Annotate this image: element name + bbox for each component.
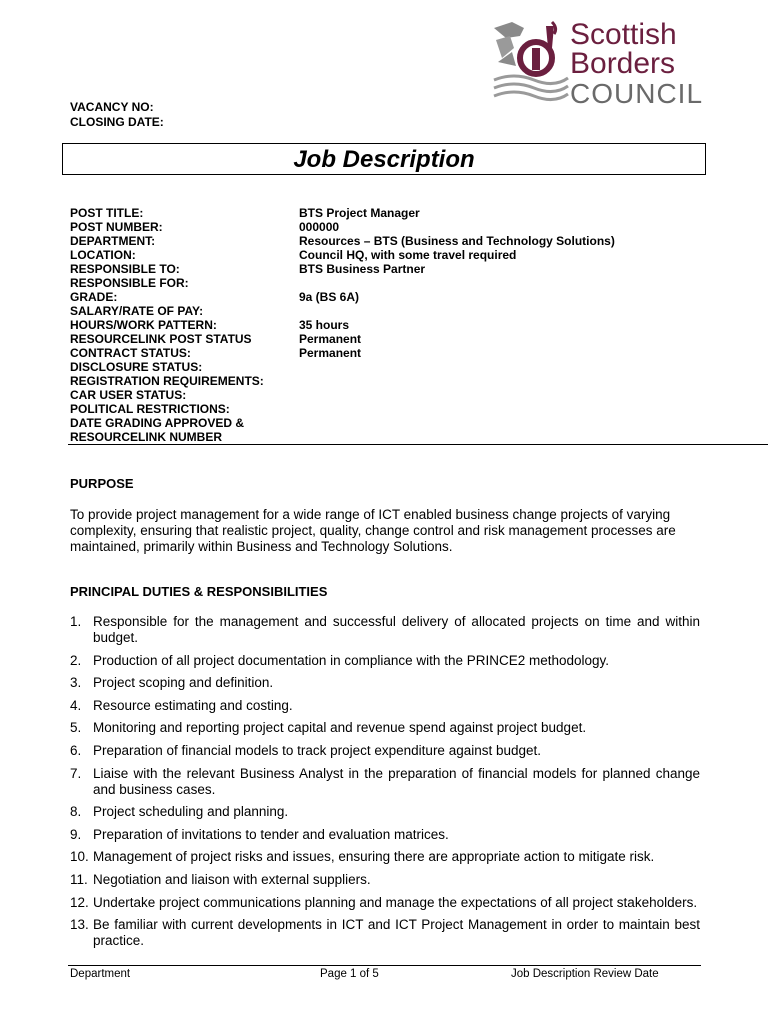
- detail-label: DEPARTMENT:: [70, 234, 156, 248]
- council-logo: [490, 18, 705, 108]
- duty-number: 6.: [70, 742, 82, 758]
- duty-number: 8.: [70, 804, 82, 820]
- footer-department: Department: [70, 968, 131, 980]
- footer-page-number: Page 1 of 5: [320, 968, 379, 980]
- detail-label: CAR USER STATUS:: [70, 388, 187, 402]
- detail-label: RESPONSIBLE FOR:: [70, 276, 189, 290]
- detail-label: POST NUMBER:: [70, 220, 163, 234]
- duty-number: 2.: [70, 652, 82, 668]
- duty-text: Production of all project documentation in compliance with the PRINCE2 methodology.: [93, 652, 610, 668]
- title-box: [62, 143, 706, 175]
- detail-label: GRADE:: [70, 290, 118, 304]
- duty-text: Project scoping and definition.: [93, 675, 274, 691]
- duty-number: 3.: [70, 675, 82, 691]
- duty-number: 4.: [70, 697, 82, 713]
- duty-number: 11.: [70, 871, 88, 887]
- duty-text: Be familiar with current developments in ICT and ICT Project Management in order to maintain best practice.: [93, 917, 700, 949]
- duty-number: 9.: [70, 826, 82, 842]
- duty-item: [70, 743, 700, 759]
- duty-item: [70, 675, 700, 691]
- duty-item: [70, 614, 700, 646]
- duty-number: 10.: [70, 849, 89, 865]
- detail-label: POST TITLE:: [70, 206, 144, 220]
- duties-list: [70, 614, 700, 956]
- duty-item: [70, 698, 700, 714]
- detail-row: [70, 374, 700, 388]
- duty-number: 5.: [70, 720, 82, 736]
- duty-text: Project scheduling and planning.: [93, 804, 289, 820]
- footer-review-date: Job Description Review Date: [511, 968, 659, 980]
- duty-item: [70, 917, 700, 949]
- detail-row: [70, 234, 700, 248]
- detail-label: SALARY/RATE OF PAY:: [70, 304, 204, 318]
- duty-text: Responsible for the management and successful delivery of allocated projects on time and within budget.: [93, 614, 700, 645]
- duty-item: [70, 872, 700, 888]
- detail-row: [70, 220, 700, 234]
- duty-text: Undertake project communications planning and manage the expectations of all project stakeholders.: [93, 894, 698, 910]
- detail-label: LOCATION:: [70, 248, 136, 262]
- detail-row: [70, 206, 700, 220]
- purpose-heading: PURPOSE: [70, 476, 134, 491]
- detail-value: 9a (BS 6A): [299, 290, 360, 304]
- duty-item: [70, 827, 700, 843]
- detail-row: [70, 262, 700, 276]
- closing-date-label: CLOSING DATE:: [70, 115, 164, 129]
- council-emblem-icon: [490, 18, 570, 102]
- section-divider: [68, 444, 768, 445]
- page-title: Job Description: [293, 146, 475, 173]
- purpose-paragraph: To provide project management for a wide range of ICT enabled business change projects of varying complexity, ensuring that realistic project, quality, change control and risk management processes are maintained, primarily within Business and Technology Solutions.: [70, 507, 676, 554]
- detail-label: RESPONSIBLE TO:: [70, 262, 180, 276]
- detail-value: 35 hours: [299, 318, 350, 332]
- detail-label: REGISTRATION REQUIREMENTS:: [70, 374, 264, 388]
- detail-label: HOURS/WORK PATTERN:: [70, 318, 217, 332]
- duty-item: [70, 849, 700, 865]
- duty-text: Preparation of invitations to tender and evaluation matrices.: [93, 826, 449, 842]
- detail-value: Council HQ, with some travel required: [299, 248, 517, 262]
- detail-row: [70, 402, 700, 416]
- logo-text-borders: Borders: [570, 47, 676, 80]
- footer-divider: [68, 965, 701, 966]
- duty-item: [70, 720, 700, 736]
- duty-text: Monitoring and reporting project capital and revenue spend against project budget.: [93, 720, 587, 736]
- duty-number: 13.: [70, 917, 89, 933]
- duty-text: Management of project risks and issues, ensuring there are appropriate action to mitigate risk.: [93, 849, 655, 865]
- detail-label: CONTRACT STATUS:: [70, 346, 191, 360]
- duty-text: Liaise with the relevant Business Analyst in the preparation of financial models for planned change and business cases.: [93, 765, 700, 797]
- detail-label: RESOURCELINK NUMBER: [70, 430, 223, 444]
- detail-value: BTS Project Manager: [299, 206, 420, 220]
- detail-label: RESOURCELINK POST STATUS: [70, 332, 252, 346]
- duties-heading: PRINCIPAL DUTIES & RESPONSIBILITIES: [70, 584, 328, 599]
- detail-row: [70, 360, 700, 374]
- detail-row: [70, 276, 700, 290]
- detail-value: Permanent: [299, 346, 362, 360]
- detail-row: [70, 332, 700, 346]
- logo-text-council: COUNCIL: [570, 78, 704, 109]
- post-details-table: [70, 206, 700, 444]
- detail-label: POLITICAL RESTRICTIONS:: [70, 402, 230, 416]
- detail-label: DISCLOSURE STATUS:: [70, 360, 203, 374]
- duty-item: [70, 653, 700, 669]
- detail-label: DATE GRADING APPROVED &: [70, 416, 245, 430]
- duty-number: 7.: [70, 765, 82, 781]
- detail-row: [70, 318, 700, 332]
- duty-number: 1.: [70, 614, 82, 629]
- detail-row: [70, 304, 700, 318]
- detail-value: 000000: [299, 220, 340, 234]
- vacancy-label: VACANCY NO:: [70, 100, 154, 114]
- detail-row: [70, 388, 700, 402]
- detail-row: [70, 248, 700, 262]
- detail-row: [70, 430, 700, 444]
- detail-row: [70, 290, 700, 304]
- detail-value: BTS Business Partner: [299, 262, 426, 276]
- duty-item: [70, 804, 700, 820]
- duty-number: 12.: [70, 894, 89, 910]
- duty-text: Negotiation and liaison with external suppliers.: [93, 871, 371, 887]
- detail-row: [70, 416, 700, 430]
- detail-row: [70, 346, 700, 360]
- duty-item: [70, 766, 700, 798]
- detail-value: Permanent: [299, 332, 362, 346]
- duty-text: Resource estimating and costing.: [93, 697, 293, 713]
- detail-value: Resources – BTS (Business and Technology Solutions): [299, 234, 615, 248]
- duty-item: [70, 895, 700, 911]
- logo-text-scottish: Scottish: [570, 18, 677, 51]
- duty-text: Preparation of financial models to track project expenditure against budget.: [93, 742, 542, 758]
